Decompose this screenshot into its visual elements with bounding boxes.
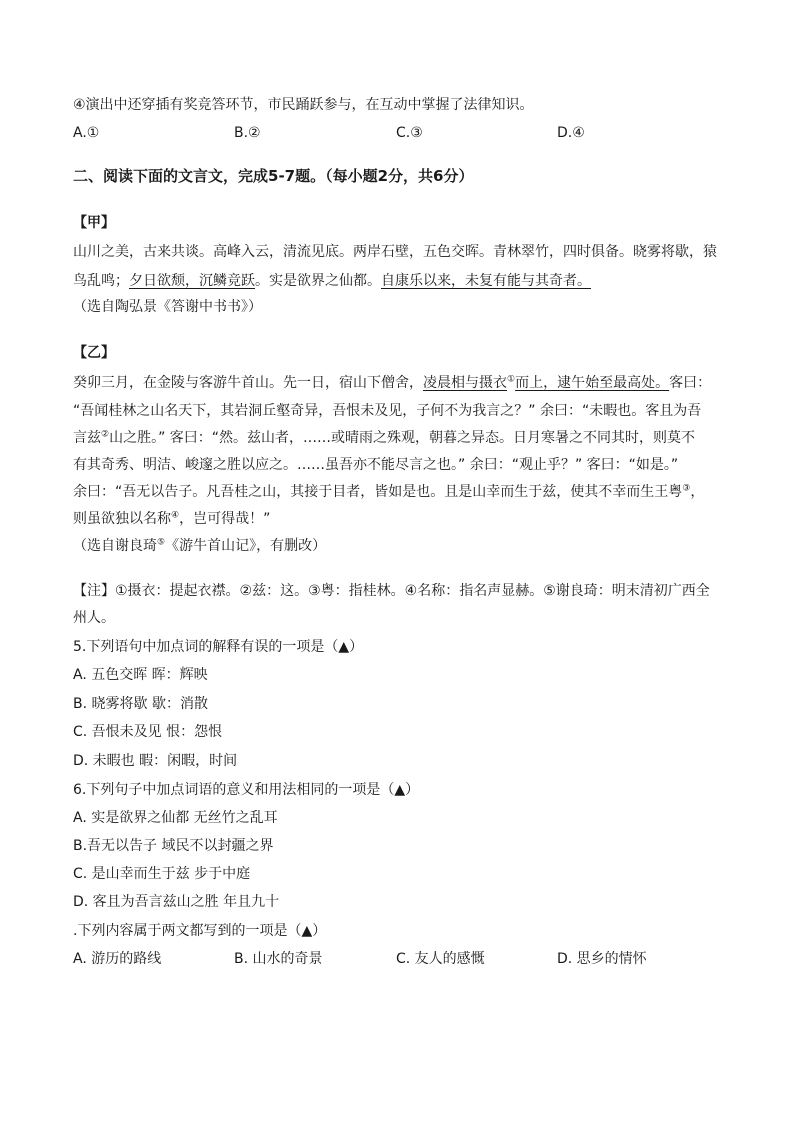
- q7-option-d: D. 思乡的情怀: [557, 951, 647, 967]
- passage-yi-line: 余曰：“吾无以告子。凡吾桂之山，其接于目者，皆如是也。且是山幸而生于兹，使其不幸而生王粤③，: [73, 483, 705, 500]
- q7-option-b: B. 山水的奇景: [234, 951, 323, 967]
- underlined-phrase: 自康乐以来，未复有能与其奇者。: [381, 273, 591, 289]
- q4-option-b: B.②: [234, 125, 261, 141]
- q5-option: D. 未暇也 暇：闲暇，时间: [73, 753, 238, 769]
- passage-jia-line: 鸟乱鸣；夕日欲颓，沉鳞竞跃。实是欲界之仙都。自康乐以来，未复有能与其奇者。: [73, 273, 591, 289]
- passage-yi-source: （选自谢良琦⑤《游牛首山记》，有删改）: [73, 537, 327, 554]
- q7-stem: .下列内容属于两文都写到的一项是（▲）: [73, 923, 327, 939]
- q5-option: B. 晓雾将歇 歇：消散: [73, 696, 208, 712]
- q7-option-a: A. 游历的路线: [73, 951, 162, 967]
- passage-jia-label: 【甲】: [73, 215, 115, 231]
- underlined-phrase: 而上，逮午始至最高处。: [515, 375, 670, 391]
- passage-yi-line: 癸卯三月，在金陵与客游牛首山。先一日，宿山下僧舍，凌晨相与摄衣①而上，逮午始至最高处。客曰：: [73, 374, 712, 391]
- q6-stem: 6.下列句子中加点词语的意义和用法相同的一项是（▲）: [73, 782, 420, 798]
- passage-yi-line: 有其奇秀、明洁、峻邃之胜以应之。……虽吾亦不能尽言之也。” 余曰：“观止乎？” 客曰：“如是。”: [73, 457, 679, 473]
- q6-option: A. 实是欲界之仙都 无丝竹之乱耳: [73, 810, 278, 826]
- note-line: 【注】①摄衣：提起衣襟。②兹：这。③粤：指桂林。④名称：指名声显赫。⑤谢良琦：明末清初广西全: [73, 583, 710, 599]
- passage-yi-line: “吾闻桂林之山名天下，其岩洞丘壑奇异，吾恨未及见，子何不为我言之？” 余曰：“未暇也。客且为吾: [73, 403, 702, 419]
- q7-option-c: C. 友人的感慨: [396, 951, 485, 967]
- underlined-phrase: 凌晨相与摄衣: [423, 375, 507, 391]
- q6-option: D. 客且为吾言兹山之胜 年且九十: [73, 894, 280, 910]
- q4-last-item: ④演出中还穿插有奖竞答环节，市民踊跃参与，在互动中掌握了法律知识。: [73, 97, 534, 113]
- section-heading: 二、阅读下面的文言文，完成5-7题。（每小题2分，共6分）: [73, 167, 474, 185]
- passage-jia-source: （选自陶弘景《答谢中书书》）: [73, 299, 262, 315]
- note-line: 州人。: [73, 610, 115, 626]
- passage-jia-line: 山川之美，古来共谈。高峰入云，清流见底。两岸石壁，五色交晖。青林翠竹，四时俱备。晓雾将歇，猿: [73, 244, 717, 260]
- q5-stem: 5.下列语句中加点词的解释有误的一项是（▲）: [73, 639, 364, 655]
- q5-option: A. 五色交晖 晖：辉映: [73, 667, 208, 683]
- q6-option: C. 是山幸而生于兹 步于中庭: [73, 866, 251, 882]
- q4-option-c: C.③: [396, 125, 423, 141]
- q5-option: C. 吾恨未及见 恨：怨恨: [73, 724, 223, 740]
- passage-yi-line: 则虽欲独以名称④，岂可得哉！”: [73, 510, 271, 527]
- q4-option-d: D.④: [557, 125, 585, 141]
- passage-yi-label: 【乙】: [73, 345, 115, 361]
- passage-yi-line: 言兹②山之胜。” 客曰：“然。兹山者，……或晴雨之殊观，朝暮之异态。日月寒暑之不同其时，则莫不: [73, 429, 696, 446]
- underlined-phrase: 夕日欲颓，沉鳞竞跃: [129, 273, 255, 289]
- q4-option-a: A.①: [73, 125, 100, 141]
- q6-option: B.吾无以告子 域民不以封疆之界: [73, 838, 274, 854]
